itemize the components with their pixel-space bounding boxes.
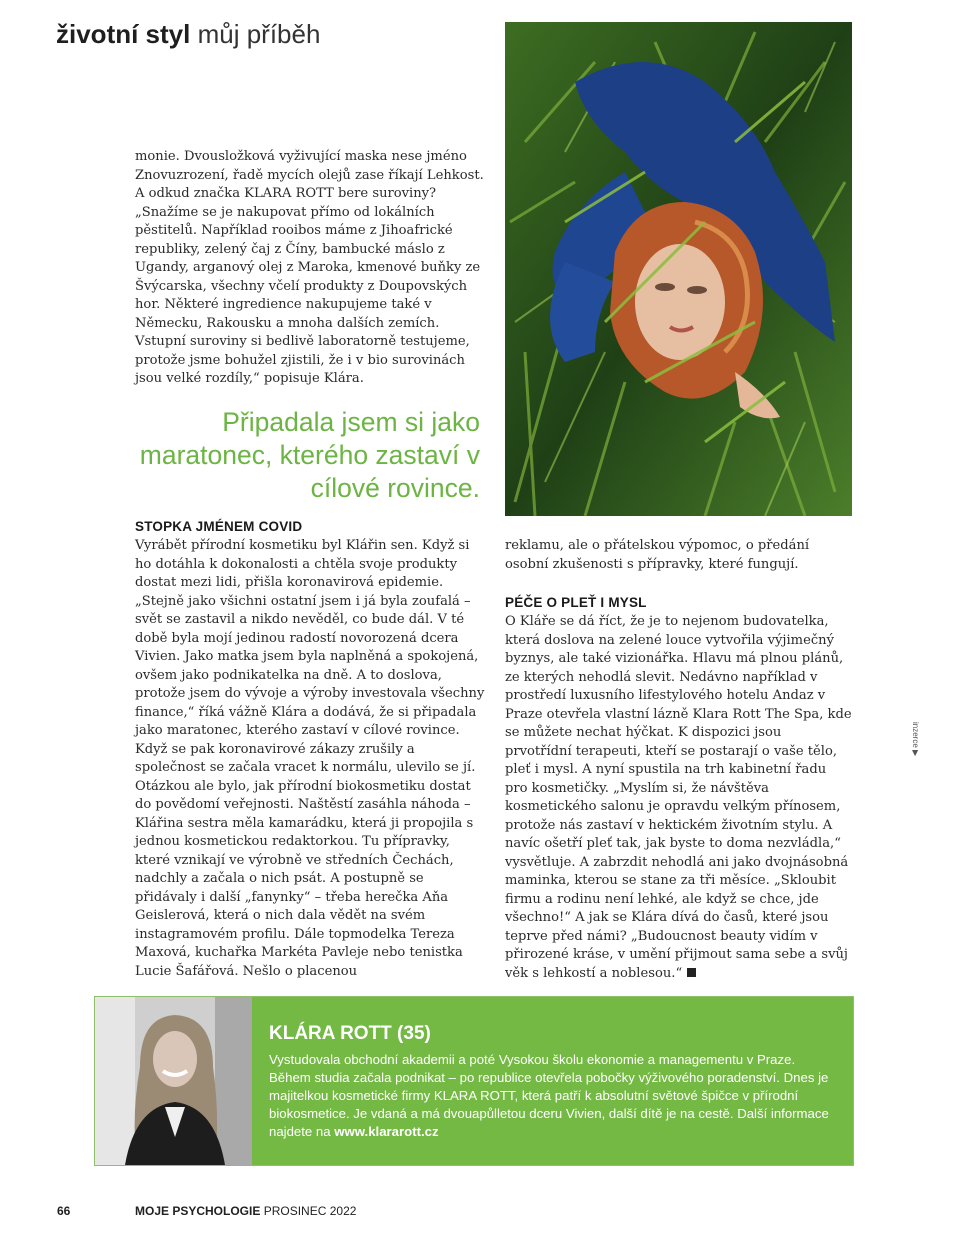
bio-text bbox=[269, 1051, 829, 1141]
bio-box bbox=[94, 996, 854, 1166]
end-mark-icon bbox=[687, 968, 696, 977]
pull-quote: Připadala jsem si jako maratonec, kterého zastaví v cílové rovince. bbox=[139, 407, 480, 503]
article-column-1-top bbox=[135, 148, 487, 389]
advertisement-label bbox=[906, 720, 926, 760]
article-paragraph-continuation: reklamu, ale o přátelskou výpomoc, o předání osobní zkušenosti s přípravky, které fungují. bbox=[505, 538, 810, 572]
woman-in-grass-illustration bbox=[505, 22, 852, 516]
article-paragraph bbox=[505, 613, 852, 983]
article-column-2-bottom bbox=[505, 537, 852, 983]
bio-panel bbox=[252, 997, 853, 1165]
subsection-name: můj příběh bbox=[197, 19, 321, 49]
magazine-footer bbox=[135, 1204, 356, 1218]
article-paragraph: Vyrábět přírodní kosmetiku byl Klářin sen. Když si ho dotáhla k dokonalosti a chtěla svoje produkty dostat mezi lidi, přišla koronavirová epidemie. „Stejně jako všichni ostatní jsem i já byla zoufalá – svět se zastavil a nikdo nevěděl, co bude dál. V té době byla mojí jedinou radostí novorozená dcera Vivien. Jako matka jsem byla naplněná a spokojená, ovšem jako podnikatelka na dně. A to doslova, protože jsem do vývoje a výroby investovala všechny finance,“ říká vážně Klára a dodává, že si připadala jako maratonec, kterého zastaví v cílové rovince. Když se pak koronavirové zákazy zrušily a společnost se začala vracet k normálu, ulevilo se jí. Otázkou ale bylo, jak přírodní biokosmetiku dostat do povědomí veřejnosti. Naštěstí zasáhla náhoda – Klářina sestra měla kamarádku, která ji propojila s jednou kosmetickou redaktorkou. Tu přípravky, které vznikají ve výrobně ve středních Čechách, nadchly a začala o nich psát. A postupně se přidávaly i další „fanynky“ – třeba herečka Aňa Geislerová, která o nich dala vědět na svém instagramovém profilu. Dále topmodelka Tereza Maxová, kuchařka Markéta Pavleje nebo tenistka Lucie Šafářová. Nešlo o placenou bbox=[135, 538, 485, 979]
article-photo bbox=[505, 22, 852, 516]
page-number: 66 bbox=[57, 1204, 71, 1218]
subhead-skin-care: PÉČE O PLEŤ I MYSL bbox=[505, 595, 647, 610]
section-name: životní styl bbox=[56, 19, 191, 49]
section-title bbox=[56, 18, 320, 50]
advertisement-label-text: inzerce ▶ bbox=[911, 722, 920, 757]
article-paragraph: monie. Dvousložková vyživující maska nese jméno Znovuzrození, řadě mycích olejů zase říkají Lehkost. A odkud značka KLARA ROTT bere suroviny? „Snažíme se je nakupovat přímo od lokálních pěstitelů. Například rooibos máme z Jihoafrické republiky, zelený čaj z Číny, bambucké máslo z Ugandy, arganový olej z Maroka, kmenové buňky ze Švýcarska, všechny včelí produkty z Doupovských hor. Některé ingredience nakupujeme také v Německu, Rakousku a mnoha dalších zemích. Vstupní suroviny si bedlivě laboratorně testujeme, protože jsme bohužel zjistili, že i v bio surovinách jsou velké rozdíly,“ popisuje Klára. bbox=[135, 149, 484, 386]
portrait-photo bbox=[95, 997, 252, 1165]
portrait-illustration bbox=[95, 997, 252, 1165]
magazine-issue: PROSINEC 2022 bbox=[263, 1204, 357, 1218]
subhead-covid: STOPKA JMÉNEM COVID bbox=[135, 519, 303, 534]
magazine-name: MOJE PSYCHOLOGIE bbox=[135, 1204, 261, 1218]
article-column-1-bottom bbox=[135, 518, 487, 981]
website-link[interactable]: www.klararott.cz bbox=[334, 1124, 439, 1139]
bio-name: KLÁRA ROTT (35) bbox=[269, 1023, 431, 1044]
article-paragraph-text: O Kláře se dá říct, že je to nejenom budovatelka, která doslova na zelené louce vytvořila výjimečný byznys, ale také vizionářka. Hlavu má plnou plánů, ze kterých nehodlá slevit. Nedávno například v prostředí luxusního lifestylového hotelu Andaz v Praze otevřela vlastní lázně Klara Rott The Spa, kde se můžete nechat hýčkat. K dispozici jsou prvotřídní terapeuti, kteří se postarají o vaše tělo, pleť i mysl. A nyní spustila na trh kabinetní řadu pro kosmetičky. „Myslím si, že návštěva kosmetického salonu je opravdu velkým přínosem, protože nás zastaví v hektickém životním stylu. A navíc ošetří pleť tak, jak byste to doma nezvládla,“ vysvětluje. A zabrzdit nehodlá ani jako dvojnásobná maminka, kterou se stane za tři měsíce. „Skloubit firmu a rodinu není lehké, ale když se chce, jde všechno!“ A jak se Klára dívá do časů, které jsou teprve před námi? „Budoucnost beauty vidím v přirozené kráse, v umění přijmout sama sebe a svůj věk s lehkostí a noblesou.“ bbox=[505, 614, 852, 981]
bio-description: Vystudovala obchodní akademii a poté Vysokou školu ekonomie a managementu v Praze. Během studia začala podnikat – po republice otevřela pobočky výživového poradenství. Dnes je majitelkou kosmetické firmy KLARA ROTT, která patří k absolutní světové špičce v přírodní biokosmetice. Je vdaná a má dvouapůlletou dceru Vivien, další dítě je na cestě. Další informace najdete na bbox=[269, 1052, 829, 1139]
